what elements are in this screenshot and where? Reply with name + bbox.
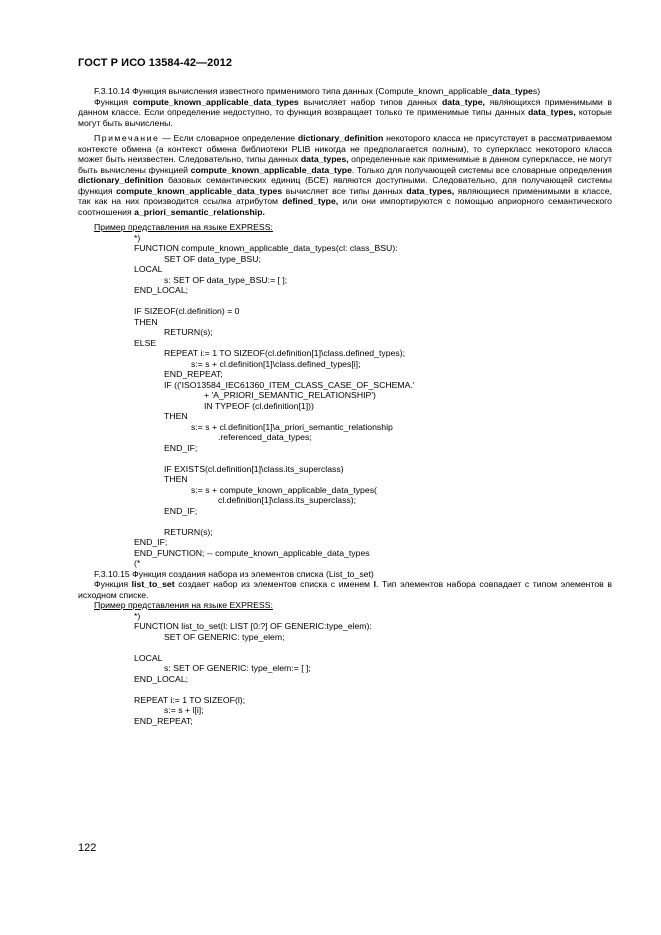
code-line: END_REPEAT; — [164, 369, 223, 379]
code-line: SET OF GENERIC: type_elem; — [164, 631, 285, 642]
heading-bold: data_type — [492, 86, 533, 96]
text: являющихся применимыми в данном классе. Если определение недоступно, то функция возвращает только те применимые типы данных — [78, 96, 612, 117]
bold-term: data_types, — [300, 154, 349, 164]
code-line: LOCAL — [134, 652, 163, 663]
code-line: REPEAT i:= 1 TO SIZEOF(cl.definition[1]\class.defined_types); — [164, 348, 406, 358]
text: Функция — [94, 579, 132, 589]
bold-term: compute_known_applicable_data_type — [190, 164, 352, 175]
page-content — [78, 86, 612, 726]
note-label: Примечание — [94, 133, 160, 143]
text: . Тип элементов набора совпадает с типом элементов в исходном списке. — [78, 579, 612, 600]
code-line: RETURN(s); — [164, 526, 213, 537]
code-line: LOCAL — [134, 264, 163, 274]
code-line: THEN — [164, 474, 188, 484]
code-line: s:= s + cl.definition[1]\a_priori_semantic_relationship — [191, 421, 393, 432]
code-line: + 'A_PRIORI_SEMANTIC_RELATIONSHIP') — [204, 390, 376, 400]
text: базовых семантических единиц (БСЕ) являются доступными. Следовательно, для получающей системы функция — [78, 175, 612, 196]
code-line: s:= s + compute_known_applicable_data_types( — [191, 484, 377, 495]
code-line: (* — [134, 558, 141, 568]
code-line: THEN — [134, 316, 158, 327]
code-line: ELSE — [134, 337, 157, 348]
code-line: .referenced_data_types; — [218, 432, 312, 442]
text: вычисляет набор типов данных — [298, 96, 442, 107]
section-f-3-10-15-paragraph — [78, 579, 612, 600]
text: Функция — [94, 96, 133, 107]
text: — Если словарное определение — [159, 133, 298, 143]
example-label: Пример представления на языке EXPRESS: — [94, 600, 273, 610]
code-line: cl.definition[1]\class.its_superclass); — [218, 495, 357, 505]
text: вычисляет все типы данных — [282, 185, 407, 196]
code-line: END_LOCAL; — [134, 285, 189, 295]
code-line: IN TYPEOF (cl.definition[1])) — [204, 400, 314, 411]
text: создает набор из элементов списка с именем — [174, 579, 374, 589]
bold-term: data_type, — [442, 96, 485, 107]
note-paragraph — [78, 133, 612, 217]
heading-text: F.3.10.14 Функция вычисления известного применимого типа данных (Compute_known_applicable_ — [94, 86, 493, 96]
bold-term: dictionary_definition — [78, 175, 164, 185]
text: или они импортируются с помощью априорного семантического соотношения — [78, 196, 612, 217]
code-line: END_IF; — [134, 537, 168, 547]
bold-term: dictionary_definition — [297, 133, 384, 143]
code-line: FUNCTION list_to_set(l: LIST [0:?] OF GENERIC:type_elem): — [134, 621, 372, 631]
code-line: SET OF data_type_BSU; — [164, 253, 261, 264]
text: являющиеся применимыми в классе, так как на них производится ссылка атрибутом — [78, 185, 612, 206]
bold-term: a_priori_semantic_relationship. — [134, 206, 265, 217]
page-header: ГОСТ Р ИСО 13584-42—2012 — [78, 57, 233, 69]
code-line: *) — [134, 610, 141, 621]
section-f-3-10-14-heading — [78, 86, 612, 97]
bold-term: data_types, — [527, 107, 576, 117]
text: некоторого класса не присутствует в рассматриваемом контексте обмена (а контекст обмена библиотеки PLIB никогда не предполагается полным), то суперкласс некоторого класса может быть неизвестен. Следовательно, типы данных — [78, 133, 612, 164]
bold-term: compute_known_applicable_data_types — [116, 185, 283, 196]
code-line: END_IF; — [164, 442, 198, 453]
code-line: REPEAT i:= 1 TO SIZEOF(l); — [134, 694, 246, 705]
section-f-3-10-14-paragraph — [78, 97, 612, 129]
text: определенные как применимые в данном суперклассе, не могут быть вычислены функцией — [78, 154, 612, 175]
code-line: RETURN(s); — [164, 327, 213, 337]
code-line: END_IF; — [164, 505, 198, 516]
text: . Только для получающей системы все словарные определения — [351, 164, 613, 175]
code-block-2 — [78, 611, 612, 727]
code-line: END_REPEAT; — [134, 715, 193, 726]
code-block-1 — [78, 233, 612, 569]
section-f-3-10-15-heading: F.3.10.15 Функция создания набора из элементов списка (List_to_set) — [94, 568, 374, 579]
bold-term: compute_known_applicable_data_types — [132, 96, 299, 107]
code-line: IF (('ISO13584_IEC61360_ITEM_CLASS_CASE_OF_SCHEMA.' — [164, 379, 415, 390]
code-line: *) — [134, 232, 141, 243]
code-line: IF SIZEOF(cl.definition) = 0 — [134, 306, 240, 316]
code-line: s: SET OF GENERIC: type_elem:= [ ]; — [164, 663, 311, 673]
code-line: FUNCTION compute_known_applicable_data_types(cl: class_BSU): — [134, 243, 398, 253]
code-line: IF EXISTS(cl.definition[1]\class.its_superclass) — [164, 463, 344, 474]
bold-term: defined_type, — [282, 196, 339, 206]
bold-term: list_to_set — [131, 579, 175, 589]
code-line: s:= s + cl.definition[1]\class.defined_types[i]; — [191, 358, 361, 369]
example-label: Пример представления на языке EXPRESS: — [94, 222, 273, 232]
bold-term: l — [373, 579, 377, 589]
code-line: THEN — [164, 411, 188, 421]
code-line: END_FUNCTION; -- compute_known_applicable_data_types — [134, 547, 370, 558]
page-number: 122 — [78, 842, 97, 854]
text: которые могут быть вычислены. — [78, 107, 612, 128]
bold-term: data_types, — [406, 185, 455, 196]
code-line: END_LOCAL; — [134, 673, 189, 684]
code-line: s: SET OF data_type_BSU:= [ ]; — [164, 274, 288, 285]
code-line: s:= s + l[i]; — [164, 705, 204, 715]
heading-end: s) — [532, 86, 541, 96]
